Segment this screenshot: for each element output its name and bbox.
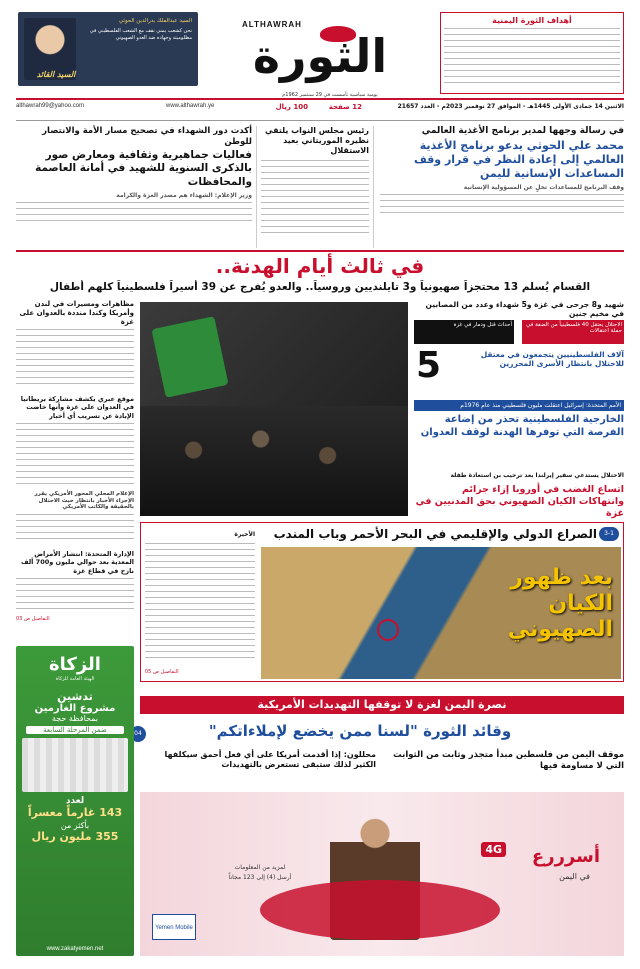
top-story-middle-headline: رئيس مجلس النواب يلتقي نظيره الموريتاني بعيد الاستقلال: [264, 126, 369, 155]
top-story-middle-body: [261, 160, 369, 238]
right-item-2: آلاف الفلسطينيين يتجمعون في معتقل للاحتلال بانتظار الأسرى المحررين: [480, 350, 624, 369]
logo-text: الثورة: [252, 29, 388, 83]
meta-bar: [16, 103, 624, 117]
yemen-left-sub: محللون: إذا أقدمت أمريكا على أي فعل أحمق سيكلفها الكثير لذلك ستبقى تستعرض بالتهديدات: [164, 750, 376, 769]
top-story-left-headline: فعاليات جماهيرية وثقافية ومعارض صور بالذكرى السنوية للشهيد في أمانة العاصمة والمحافظات: [35, 149, 252, 188]
main-story-rule: [16, 250, 624, 252]
telecom-ad[interactable]: [140, 792, 624, 956]
zakat-line-3: بمحافظة حجة: [51, 714, 99, 723]
zakat-org: الهيئة العامة للزكاة: [55, 676, 95, 682]
issue-meta: الاثنين 14 جمادى الأولى 1445هـ - الموافق 27 نوفمبر 2023م - العدد 21657: [397, 103, 624, 110]
right-item-3: الخارجية الفلسطينية تحذر من إضاعة الفرصة التي توفرها الهدنة لوقف العدوان: [420, 414, 624, 438]
right-big-number: 5: [416, 345, 442, 386]
masthead-rule: [16, 98, 624, 100]
main-photo: [140, 302, 408, 516]
top-story-right: [380, 126, 624, 248]
left-story-3-title: الإعلام المحلي المحور الأمريكي يقرر الإجراء الأخبار بانتظار حيث الاحتلال بالحقيقة والكاتب الأمريكي: [34, 490, 134, 511]
top-story-left-body: [16, 202, 252, 224]
meta-rule: [16, 120, 624, 121]
zakat-photo: [22, 738, 128, 792]
zakat-line-6: 143 غارماً معسراً: [27, 806, 123, 819]
right-banner-1: الاحتلال يعتقل 40 فلسطينياً من الضفة في حملة اعتقالات: [522, 320, 624, 344]
left-story-2-body: [16, 423, 134, 487]
right-item-4-kicker: الاحتلال يستدعي سفير إيرلندا بعد ترحيب بن استعادة طفلة: [450, 472, 624, 479]
top-story-right-sub: وقف البرنامج للمساعدات تخلٍ عن المسؤولية الإنسانية: [463, 183, 624, 191]
yemen-right-sub: موقف اليمن من فلسطين مبدأ متجذر وثابت من الثوابت التي لا مساومة فيها: [393, 750, 624, 771]
zakat-logo: الزكاة: [49, 654, 101, 675]
left-story-2-title: موقع عبري يكشف مشاركة بريطانيا في العدوان على غزة وأنها خاضت الإبادة عن تسريب أي أخبار: [20, 395, 134, 420]
feature-box: [140, 522, 624, 682]
un-label: الأمم المتحدة: إسرائيل اعتقلت مليون فلسطيني منذ عام 1976م: [414, 400, 624, 411]
tagline: يومية سياسية تأسست في 29 سبتمبر 1962م: [282, 92, 378, 98]
revolution-goals-box: [440, 12, 624, 94]
feature-part-badge: 3-1: [599, 527, 619, 541]
left-story-3-body: [16, 514, 134, 544]
telecom-brand: أسرررع: [531, 846, 600, 867]
top-story-right-headline: محمد علي الحوثي يدعو برنامج الأغذية العالمي إلى إعادة النظر في قرار وقف المساعدات الإنسانية لليمن: [413, 139, 624, 180]
top-story-left-kicker: أكدت دور الشهداء في تصحيح مسار الأمة والانتصار للوطن: [42, 126, 252, 147]
left-story-1-title: مظاهرات ومسيرات في لندن وأمريكا وكندا منددة بالعدوان على غزة: [19, 300, 134, 326]
feature-title: الصراع الدولي والإقليمي في البحر الأحمر وباب المندب: [273, 527, 597, 541]
price: 100 ريال: [275, 103, 308, 111]
bab-el-mandeb-marker: [377, 619, 399, 641]
feature-author: الأخيرة: [234, 531, 255, 538]
email-link[interactable]: althawrah99@yahoo.com: [16, 103, 85, 109]
yemen-badge: 04: [130, 726, 146, 742]
right-item-4: اتساع الغضب في أوروبا إزاء جرائم وانتهاكات الكيان الصهيوني بحق المدنيين في غزة: [415, 484, 624, 519]
goals-list: [444, 28, 620, 86]
feature-body: [145, 543, 255, 663]
zakat-line-2: مشروع الغارمين: [34, 703, 116, 714]
website-link[interactable]: www.althawrah.ye: [166, 103, 215, 109]
masthead: [0, 0, 640, 108]
leader-caption: السيد عبدالملك بدرالدين الحوثي: [118, 18, 192, 24]
right-banner-2: أحداث قتل ودمار في غزة: [414, 320, 514, 344]
masthead-logo: [220, 14, 420, 98]
telecom-swoosh: [260, 880, 500, 940]
zakat-line-1: تدشين: [57, 690, 93, 703]
goals-title: أهداف الثورة اليمنية: [492, 16, 572, 25]
left-story-1-body: [16, 329, 134, 389]
zakat-line-4: ضمن المرحلة السابعة: [26, 726, 124, 734]
telecom-info-1: لمزيد من المعلومات: [234, 864, 286, 871]
telecom-info-2: أرسل (4) إلى 123 مجاناً: [228, 874, 292, 881]
zakat-url[interactable]: www.zakatyemen.net: [46, 946, 104, 952]
zakat-line-7: بأكثر من: [60, 821, 90, 830]
left-related-link[interactable]: التفاصيل ص 03: [16, 615, 50, 622]
yemen-headline: وقائد الثورة "لسنا ممن يخضع لإملاءاتكم": [208, 722, 512, 740]
crowd-shape: [140, 406, 408, 516]
telecom-sub: في اليمن: [559, 872, 590, 881]
top-story-right-body: [380, 194, 624, 216]
right-item-1: شهيد و8 جرحى في غزة و5 شهداء وعدد من المصابين في مخيم جنين: [425, 300, 624, 319]
left-story-4-body: [16, 578, 134, 614]
zakat-line-5: لعدد: [65, 796, 85, 806]
feature-map: [261, 547, 621, 679]
operator-logo: Yemen Mobile: [152, 914, 196, 940]
top-story-middle: [256, 126, 374, 248]
zakat-ad[interactable]: [16, 646, 134, 956]
pages-count: 12 صفحة: [328, 103, 362, 111]
left-story-4-title: الإدارة المتحدة: انتشار الأمراض المعدية بعد حوالي مليون و700 ألف نازح في قطاع غزة: [20, 550, 134, 575]
zakat-line-8: 355 مليون ريال: [31, 830, 119, 843]
top-story-left-sub: وزير الإعلام: الشهداء هم مصدر العزة والكرامة: [116, 191, 252, 199]
yemen-strip: نصرة اليمن لغزة لا توقفها التهديدات الأمريكية: [140, 696, 624, 714]
top-story-left: [16, 126, 252, 248]
telecom-4g-badge: 4G: [481, 842, 506, 857]
leader-quote-box: [18, 12, 198, 86]
left-column: [16, 300, 134, 640]
main-kicker: في ثالث أيام الهدنة..: [215, 254, 425, 278]
map-title: بعد ظهور الكيان الصهيوني: [507, 565, 613, 642]
flag-icon: [151, 316, 228, 398]
leader-quote: نحن كشعب يمني نقف مع الشعب الفلسطيني في مظلوميته وجهاده ضد العدو الصهيوني: [89, 28, 192, 41]
leader-signature: السيد القائد: [36, 70, 76, 79]
right-column: [414, 300, 624, 540]
logo-latin: ALTHAWRAH: [242, 20, 302, 29]
main-headline: القسام يُسلم 13 محتجزاً صهيونياً و3 تايلنديين وروسياً.. والعدو يُفرج عن 39 أسيراً فلسطينياً كلهم أطفال: [49, 281, 591, 293]
feature-more-link[interactable]: التفاصيل ص 05: [145, 669, 179, 675]
top-story-right-kicker: في رسالة وجهها لمدير برنامج الأغذية العالمي: [421, 126, 624, 136]
